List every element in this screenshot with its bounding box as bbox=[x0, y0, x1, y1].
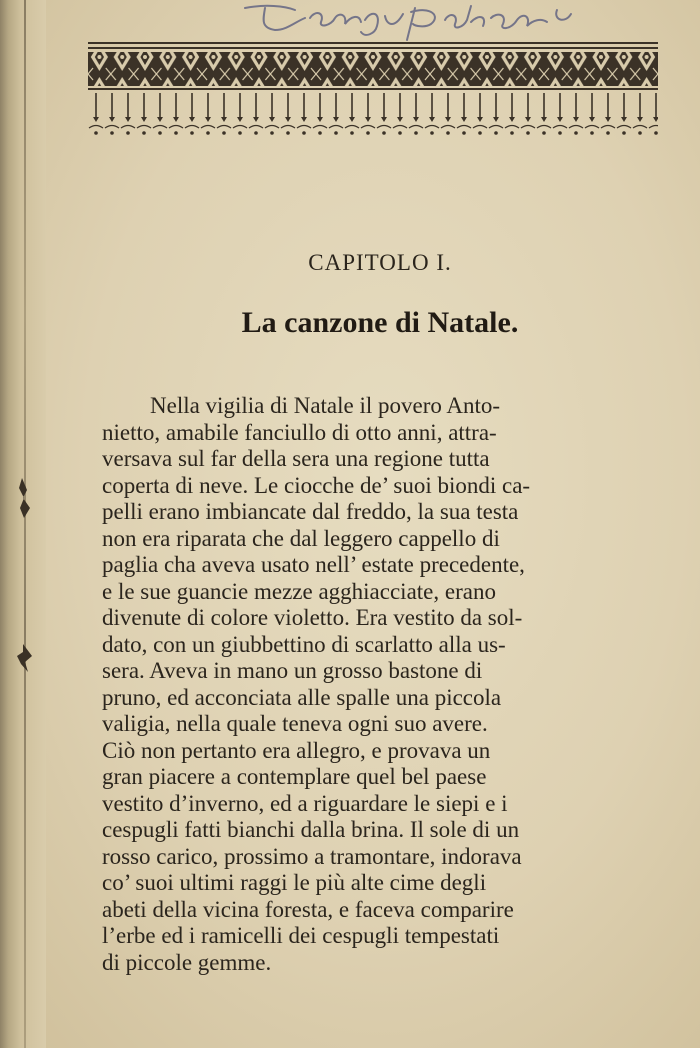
text-line: non era riparata che dal leggero cappello di bbox=[102, 525, 500, 551]
text-line: pelli erano imbiancate dal freddo, la sua testa bbox=[102, 499, 519, 524]
chapter-title: La canzone di Natale. bbox=[241, 306, 519, 339]
text-line: valigia, nella quale teneva ogni suo avere. bbox=[102, 711, 488, 736]
binding-tear-mark bbox=[14, 478, 36, 518]
text-line: dato, con un giubbettino di scarlatto alla us- bbox=[102, 631, 506, 657]
text-line: cespugli fatti bianchi dalla brina. Il sole di un bbox=[102, 817, 520, 842]
text-line: divenute di colore violetto. Era vestito da sol- bbox=[102, 605, 523, 630]
text-line: coperta di neve. Le ciocche de’ suoi biondi ca- bbox=[102, 472, 531, 498]
text-line: abeti della vicina foresta, e faceva comparire bbox=[102, 896, 514, 922]
text-line: nietto, amabile fanciullo di otto anni, attra- bbox=[102, 419, 497, 445]
text-line: co’ suoi ultimi raggi le più alte cime degli bbox=[102, 870, 487, 895]
text-line: sera. Aveva in mano un grosso bastone di bbox=[102, 658, 483, 683]
text-line: rosso carico, prossimo a tramontare, indorava bbox=[102, 843, 522, 869]
text-line: paglia cha aveva usato nell’ estate precedente, bbox=[102, 552, 525, 577]
decorative-header-band bbox=[88, 40, 658, 140]
body-paragraph bbox=[102, 393, 670, 976]
text-line: Ciò non pertanto era allegro, e provava un bbox=[102, 737, 491, 763]
binding-edge bbox=[24, 0, 26, 1048]
text-line: vestito d’inverno, ed a riguardare le siepi e i bbox=[102, 790, 508, 816]
text-line: versava sul far della sera una regione tutta bbox=[102, 446, 490, 471]
text-line: l’erbe ed i ramicelli dei cespugli tempestati bbox=[102, 923, 500, 948]
handwritten-signature bbox=[235, 0, 615, 42]
text-line: di piccole gemme. bbox=[102, 949, 272, 975]
text-line: e le sue guancie mezze agghiacciate, erano bbox=[102, 578, 496, 604]
page-gutter bbox=[0, 0, 46, 1048]
binding-tear-mark bbox=[14, 638, 36, 678]
chapter-number: CAPITOLO I. bbox=[308, 250, 452, 275]
text-line: pruno, ed acconciata alle spalle una piccola bbox=[102, 684, 502, 710]
text-line: Nella vigilia di Natale il povero Anto- bbox=[150, 393, 501, 418]
text-line: gran piacere a contemplare quel bel paese bbox=[102, 764, 487, 789]
